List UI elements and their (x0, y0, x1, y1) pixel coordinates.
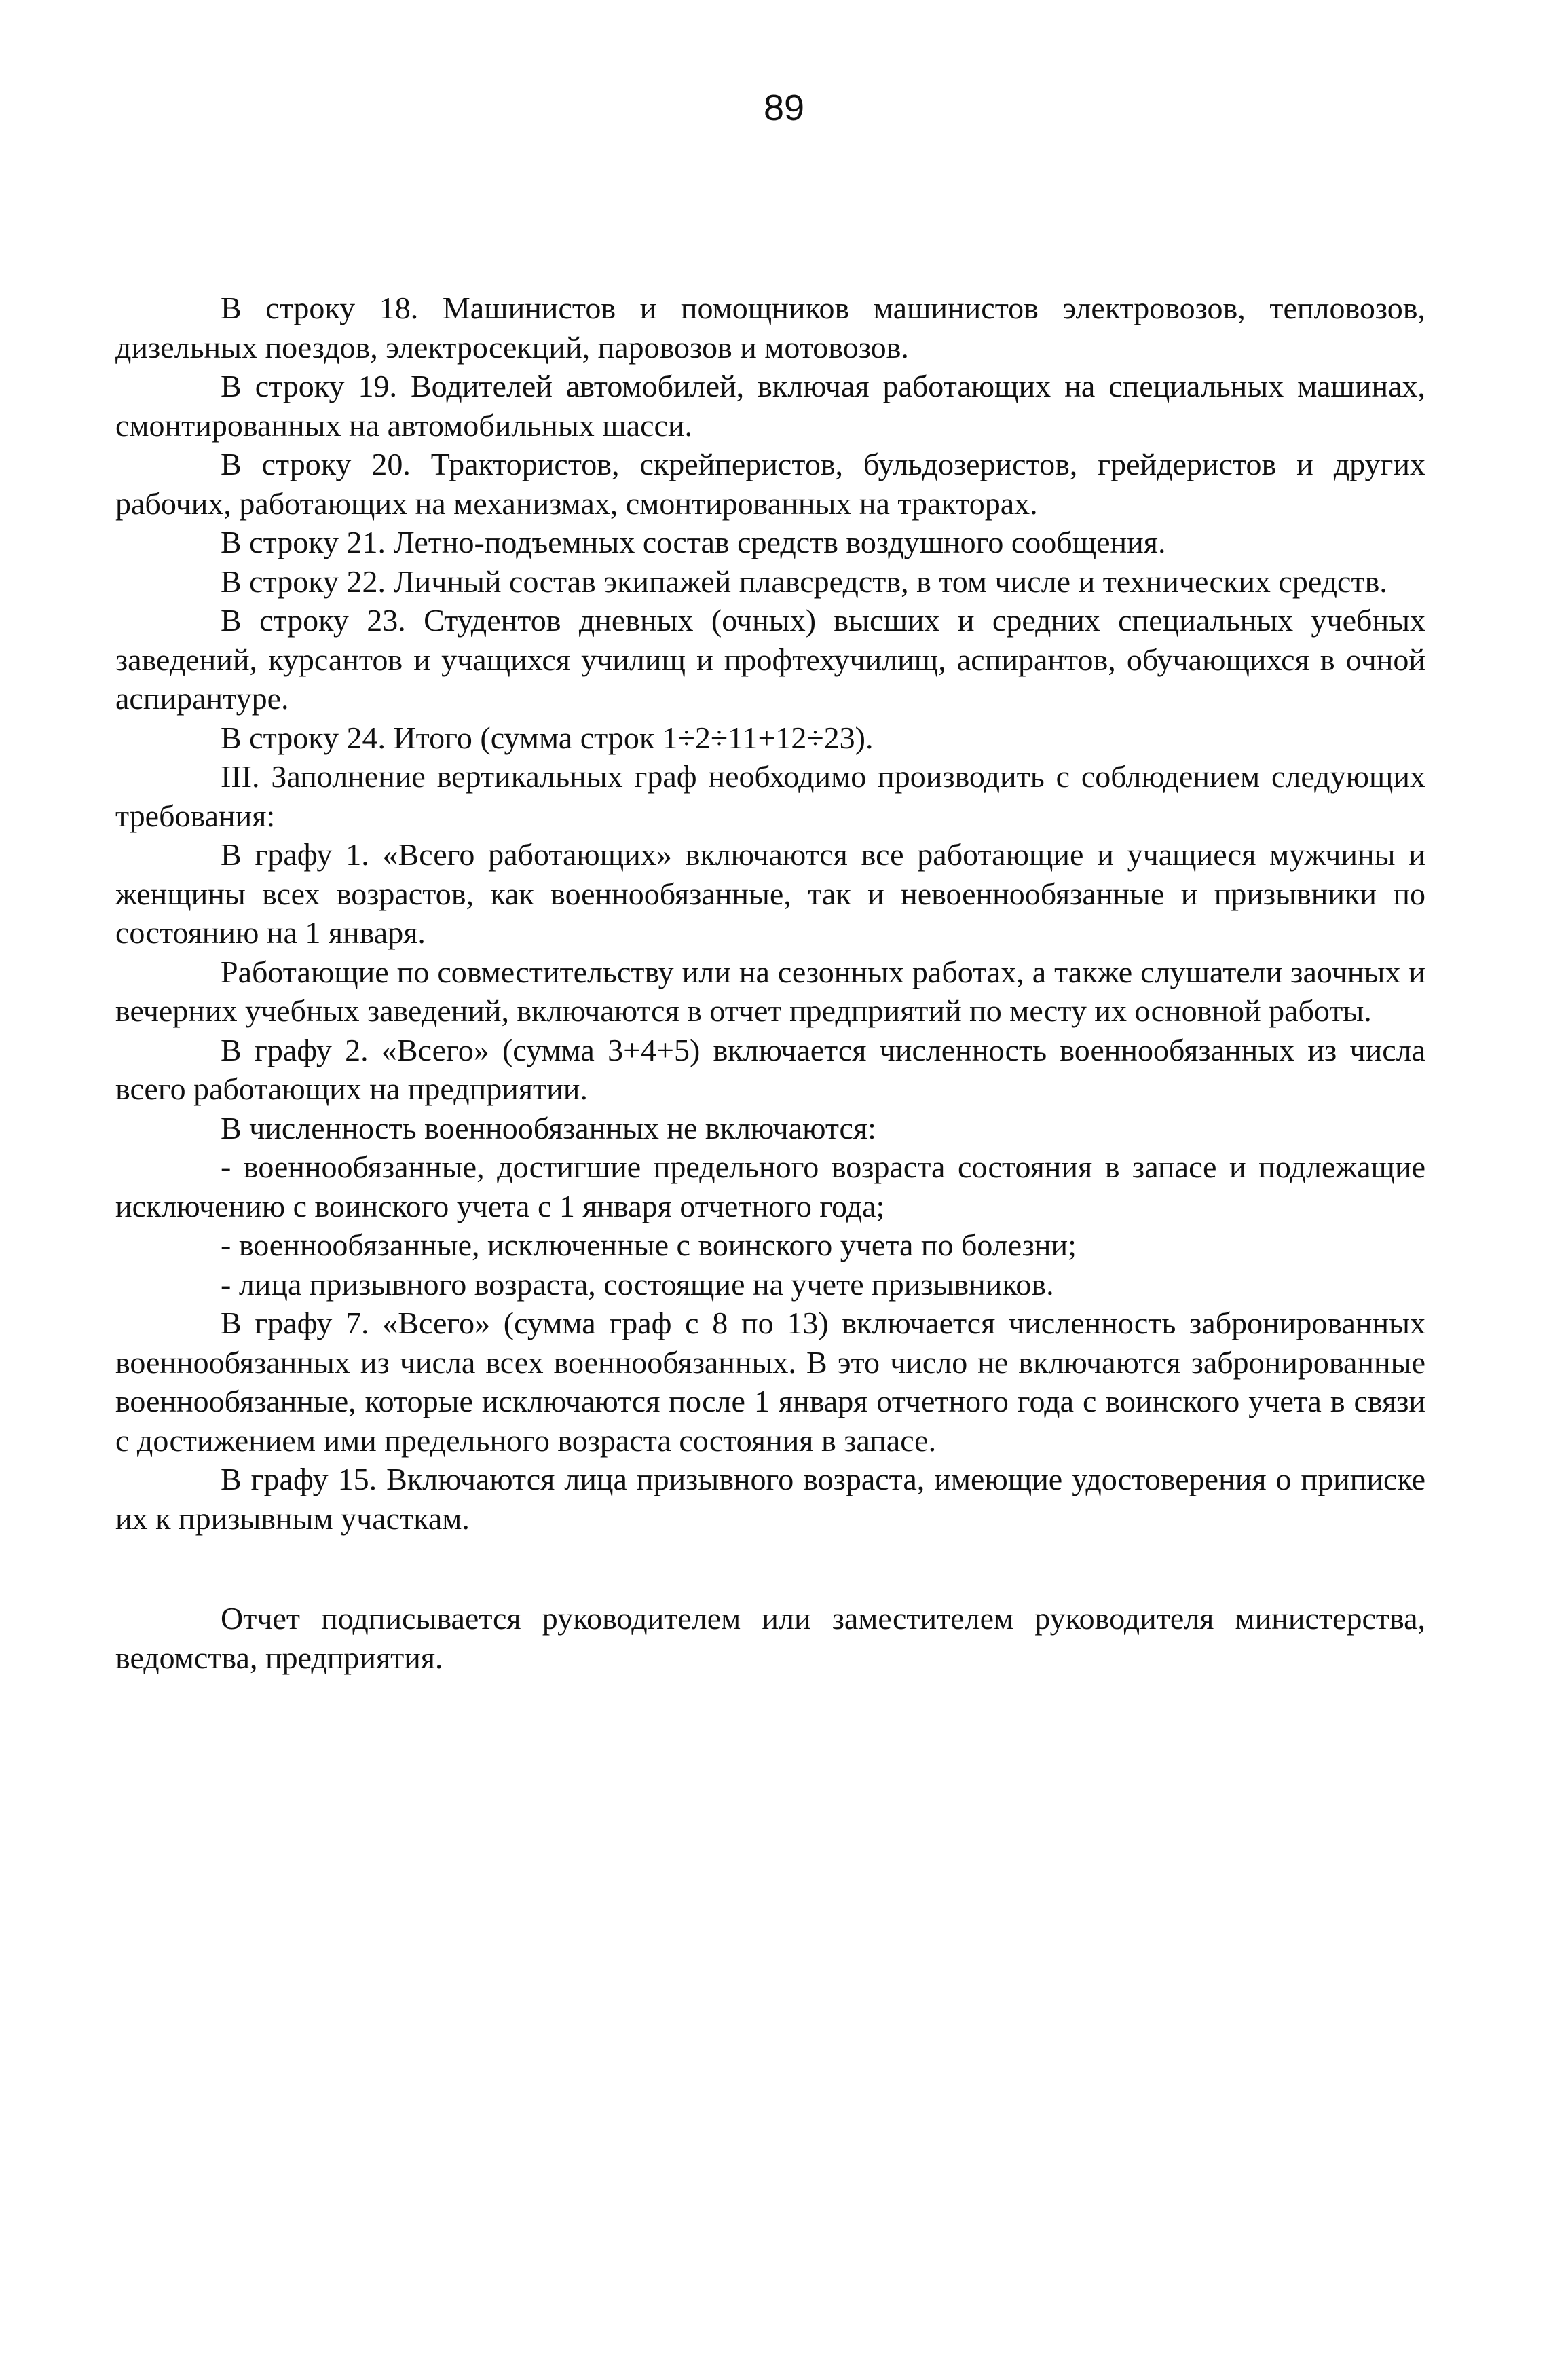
paragraph-row-22: В строку 22. Личный состав экипажей плавсредств, в том числе и технических средств. (221, 564, 1387, 599)
paragraph-row-19: В строку 19. Водителей автомобилей, включая работающих на специальных машинах, смонтированных на автомобильных шасси. (115, 369, 1425, 443)
document-body (115, 289, 1425, 1677)
paragraph-row-20: В строку 20. Трактористов, скрейперистов, бульдозеристов, грейдеристов и других рабочих, работающих на механизмах, смонтированных на тракторах. (115, 447, 1425, 521)
paragraph-row-23: В строку 23. Студентов дневных (очных) высших и средних специальных учебных заведений, курсантов и учащихся училищ и профтехучилищ, аспирантов, обучающихся в очной аспирантуре. (115, 603, 1425, 716)
paragraph-row-24: В строку 24. Итого (сумма строк 1÷2÷11+12÷23). (221, 720, 874, 755)
section-iii-heading: III. Заполнение вертикальных граф необходимо производить с соблюдением следующих требования: (115, 759, 1425, 833)
paragraph-signature: Отчет подписывается руководителем или заместителем руководителя министерства, ведомства, предприятия. (115, 1601, 1425, 1675)
paragraph-row-21: В строку 21. Летно-подъемных состав средств воздушного сообщения. (221, 525, 1166, 559)
page-number: 89 (763, 88, 805, 128)
paragraph-column-15: В графу 15. Включаются лица призывного возраста, имеющие удостоверения о приписке их к призывным участкам. (115, 1462, 1425, 1536)
paragraph-column-2: В графу 2. «Всего» (сумма 3+4+5) включается численность военнообязанных из числа всего работающих на предприятии. (115, 1032, 1425, 1106)
paragraph-exclusions-intro: В численность военнообязанных не включаются: (221, 1110, 876, 1145)
paragraph-row-18: В строку 18. Машинистов и помощников машинистов электровозов, тепловозов, дизельных поездов, электросекций, паровозов и мотовозов. (115, 291, 1425, 365)
list-item-exclusion-conscripts: - лица призывного возраста, состоящие на учете призывников. (221, 1266, 1054, 1302)
paragraph-column-7: В графу 7. «Всего» (сумма граф с 8 по 13) включается численность забронированных военнообязанных из числа всех военнообязанных. В это число не включаются забронированные военнообязанные, которые исключаются после 1 января отчетного года с воинского учета в связи с достижением ими предельного возраста состояния в запасе. (115, 1306, 1425, 1458)
paragraph-column-1: В графу 1. «Всего работающих» включаются все работающие и учащиеся мужчины и женщины всех возрастов, как военнообязанные, так и невоеннообязанные и призывники по состоянию на 1 января. (115, 837, 1425, 950)
list-item-exclusion-age: - военнообязанные, достигшие предельного возраста состояния в запасе и подлежащие исключению с воинского учета с 1 января отчетного года; (115, 1149, 1425, 1223)
paragraph-part-time: Работающие по совместительству или на сезонных работах, а также слушатели заочных и вечерних учебных заведений, включаются в отчет предприятий по месту их основной работы. (115, 954, 1425, 1028)
list-item-exclusion-illness: - военнообязанные, исключенные с воинского учета по болезни; (221, 1228, 1077, 1262)
